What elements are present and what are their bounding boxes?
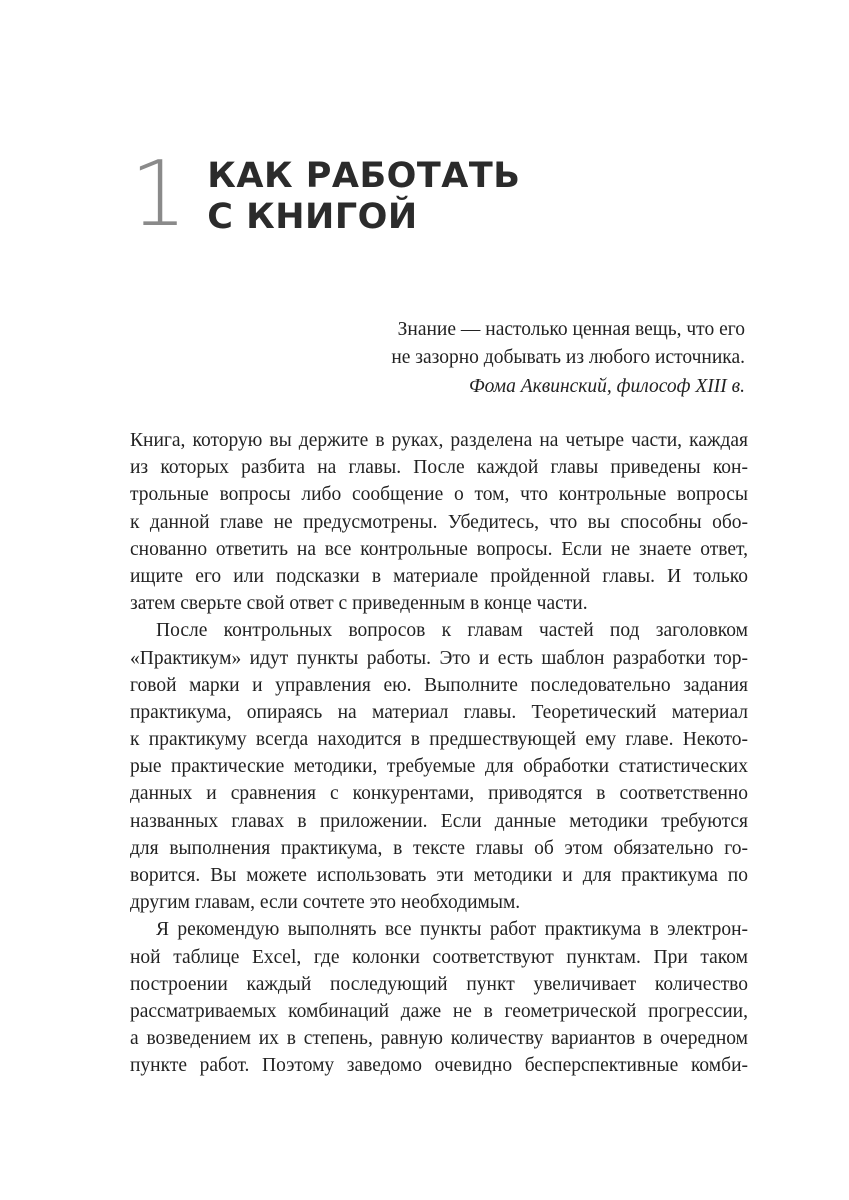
text-line: рые практические методики, требуемые для обработки статистических bbox=[130, 756, 748, 778]
text-line: а возведением их в степень, равную количеству вариантов в очередном bbox=[130, 1028, 748, 1050]
text-line: построении каждый последующий пункт увеличивает количество bbox=[130, 973, 748, 995]
paragraph bbox=[130, 617, 748, 916]
text-line: к практикуму всегда находится в предшествующей ему главе. Некото- bbox=[130, 729, 748, 751]
text-line: снованно ответить на все контрольные вопросы. Если не знаете ответ, bbox=[130, 538, 748, 560]
epigraph bbox=[391, 316, 745, 401]
text-line: другим главам, если сочтете это необходимым. bbox=[130, 892, 521, 914]
text-line: рассматриваемых комбинаций даже не в геометрической прогрессии, bbox=[130, 1000, 748, 1022]
text-line: из которых разбита на главы. После каждой главы приведены кон- bbox=[130, 457, 748, 479]
epigraph-line: не зазорно добывать из любого источника. bbox=[391, 347, 745, 368]
text-line: трольные вопросы либо сообщение о том, что контрольные вопросы bbox=[130, 484, 748, 506]
text-line: ворится. Вы можете использовать эти методики и для практикума по bbox=[130, 865, 748, 886]
text-line: к данной главе не предусмотрены. Убедитесь, что вы способны обо- bbox=[130, 511, 748, 533]
text-line: Я рекомендую выполнять все пункты работ практикума в электрон- bbox=[156, 919, 748, 941]
text-line: для выполнения практикума, в тексте главы об этом обязательно го- bbox=[130, 837, 748, 859]
chapter-title-line: КАК РАБОТАТЬ bbox=[207, 156, 521, 196]
text-line: После контрольных вопросов к главам частей под заголовком bbox=[156, 620, 748, 642]
text-line: названных главах в приложении. Если данные методики требуются bbox=[130, 810, 748, 832]
text-line: «Практикум» идут пункты работы. Это и есть шаблон разработки тор- bbox=[130, 647, 748, 669]
text-line: данных и сравнения с конкурентами, приводятся в соответственно bbox=[130, 783, 748, 805]
chapter-title bbox=[207, 150, 520, 238]
text-line: говой марки и управления ею. Выполните последовательно задания bbox=[130, 674, 748, 696]
text-line: затем сверьте свой ответ с приведенным в конце части. bbox=[130, 593, 588, 615]
chapter-number: 1 bbox=[130, 142, 186, 247]
text-line: практикума, опираясь на материал главы. Теоретический материал bbox=[130, 701, 748, 723]
chapter-title-line: С КНИГОЙ bbox=[207, 197, 418, 237]
paragraph bbox=[130, 916, 748, 1079]
body-text bbox=[130, 427, 748, 1080]
text-line: ищите его или подсказки в материале пройденной главы. И только bbox=[130, 565, 748, 587]
text-line: пункте работ. Поэтому заведомо очевидно бесперспективные комби- bbox=[130, 1055, 748, 1077]
text-line: Книга, которую вы держите в руках, разделена на четыре части, каждая bbox=[130, 430, 748, 451]
paragraph bbox=[130, 427, 748, 617]
epigraph-source: Фома Аквинский, философ XIII в. bbox=[468, 376, 745, 397]
text-line: ной таблице Excel, где колонки соответствуют пунктам. При таком bbox=[130, 946, 748, 968]
chapter-header bbox=[130, 142, 521, 247]
epigraph-line: Знание — настолько ценная вещь, что его bbox=[397, 319, 745, 340]
